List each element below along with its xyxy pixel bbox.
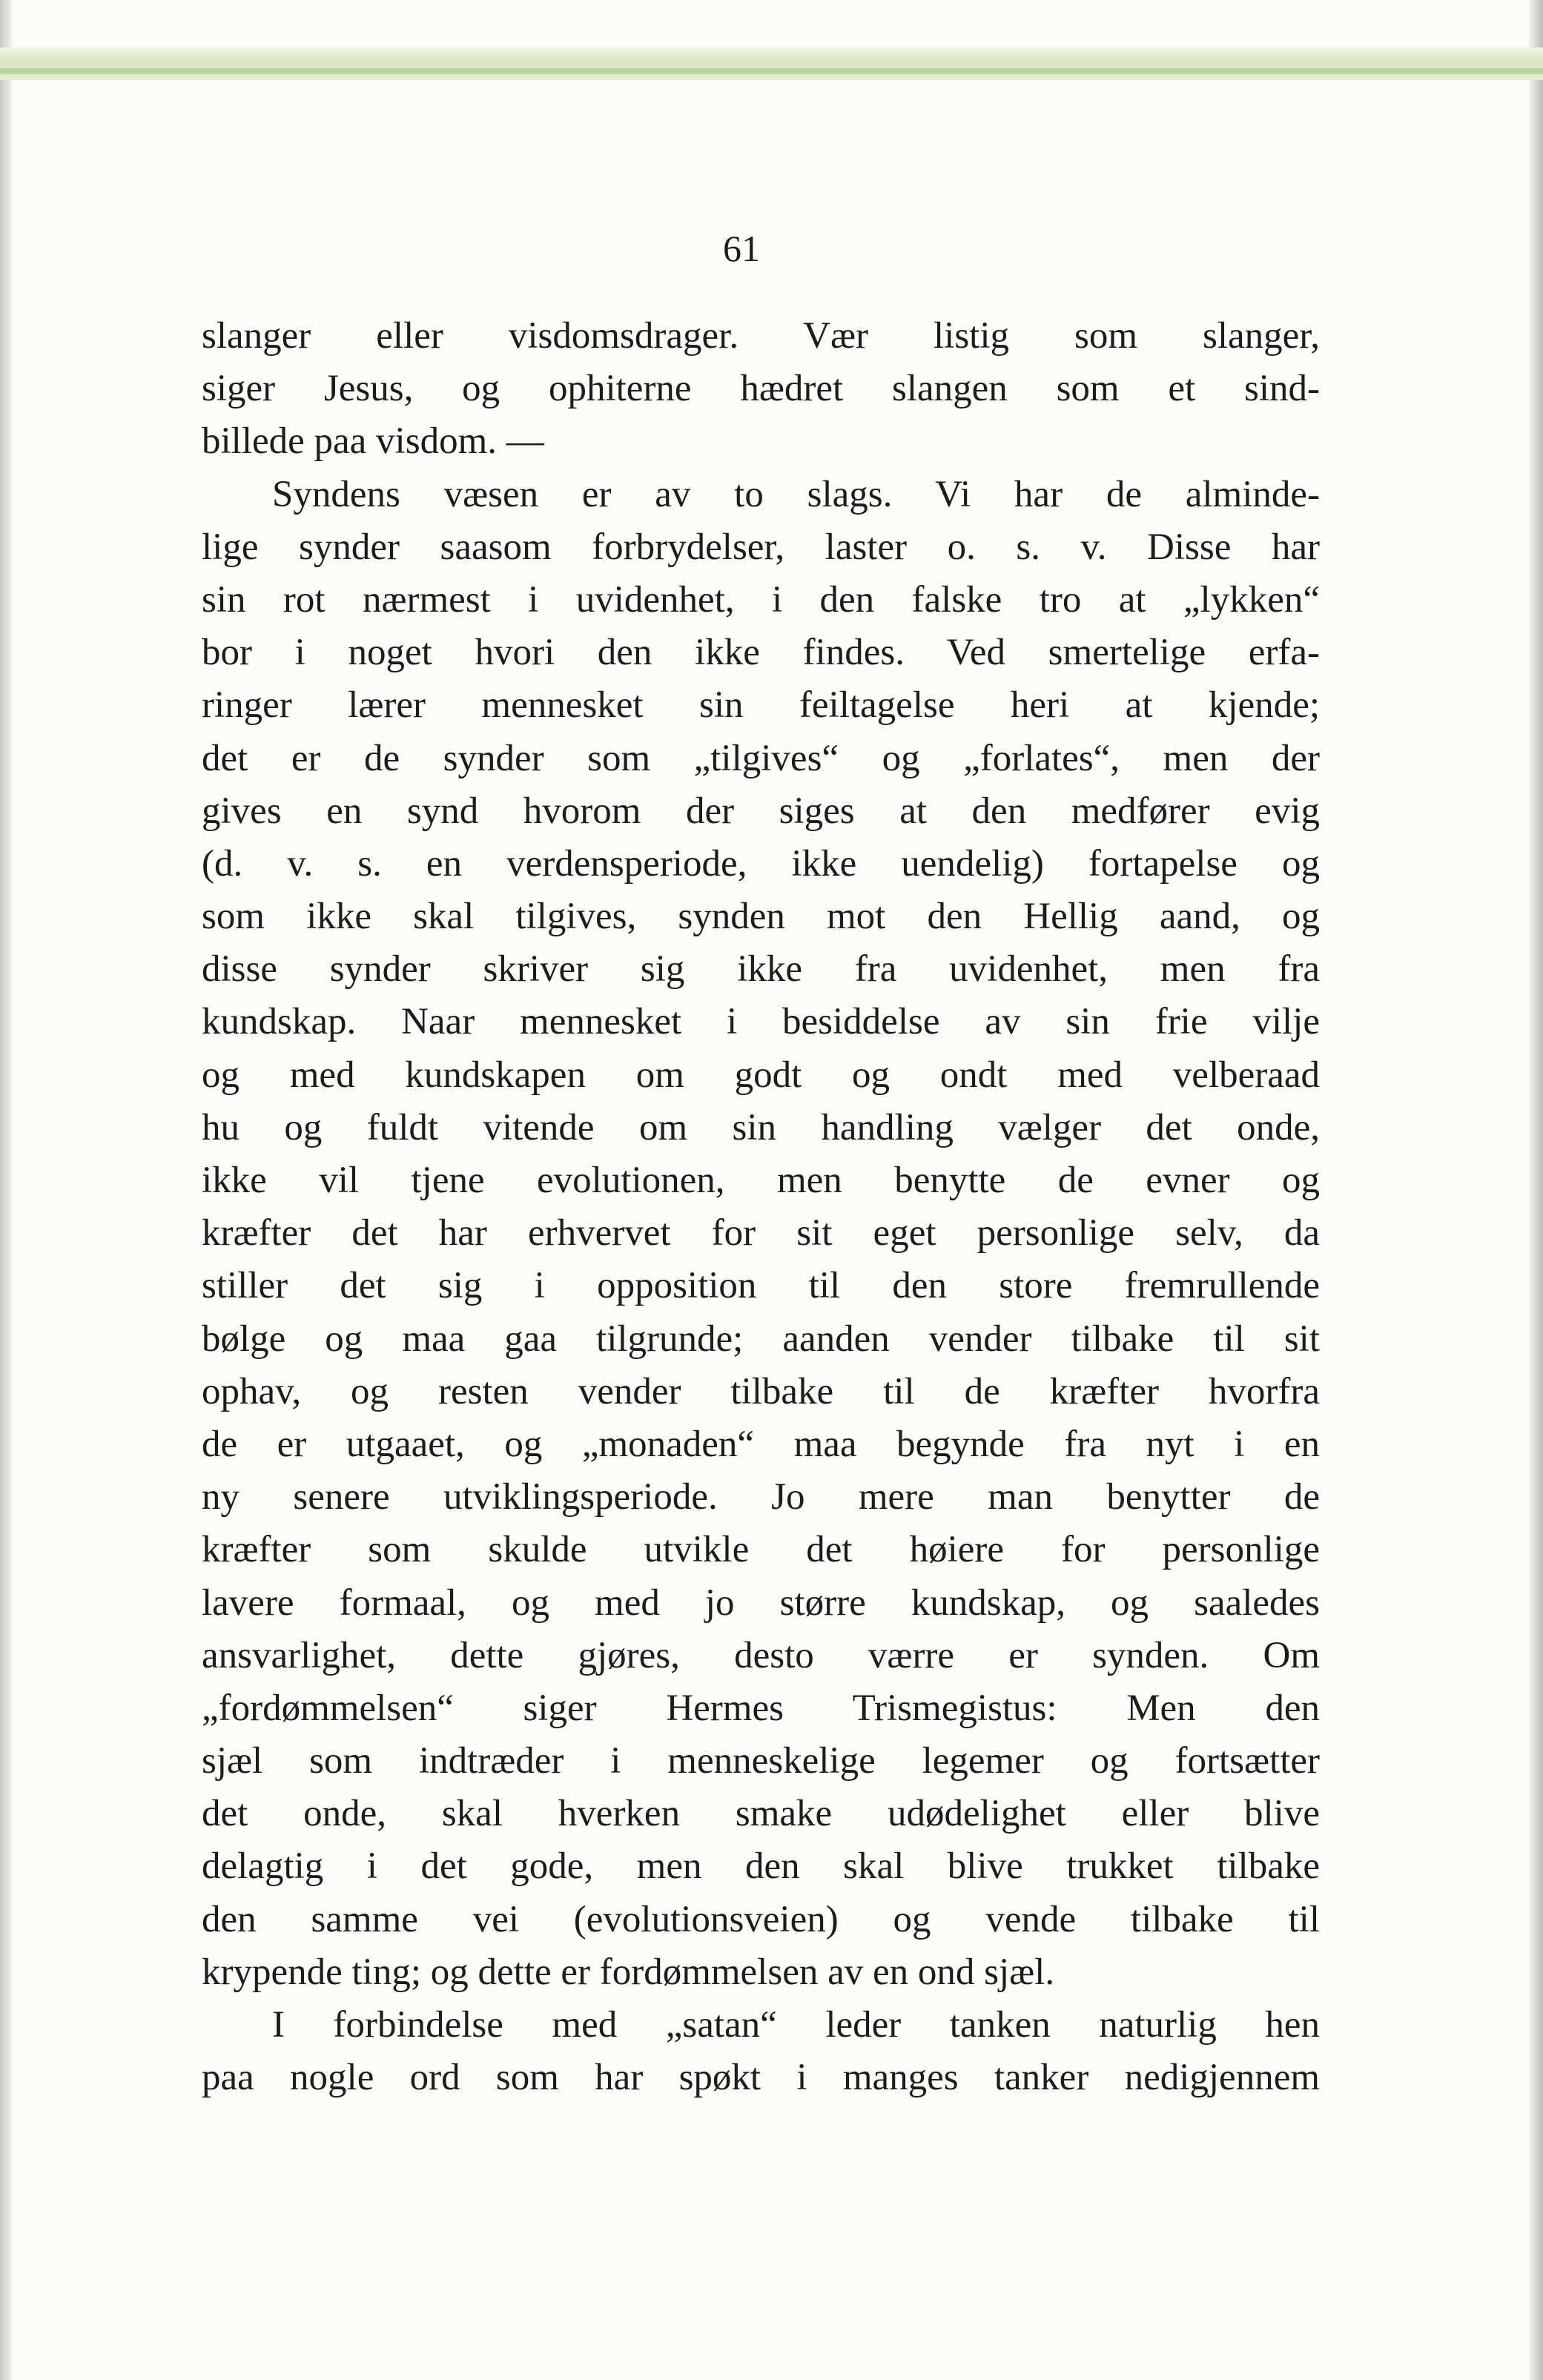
text-line: gives en synd hvorom der siges at den medfører evig [202,790,1320,832]
scan-top-stripe [0,47,1543,80]
text-line: sjæl som indtræder i menneskelige legemer og fortsætter [202,1740,1320,1782]
text-line: disse synder skriver sig ikke fra uvidenhet, men fra [202,948,1320,991]
paragraph-start-line: Syndens væsen er av to slags. Vi har de alminde- [272,473,1320,515]
text-line: ansvarlighet, dette gjøres, desto værre er synden. Om [202,1634,1320,1676]
text-line: krypende ting; og dette er fordømmelsen av en ond sjæl. [202,1951,1055,1993]
page-number: 61 [723,228,760,269]
text-line: kræfter det har erhvervet for sit eget personlige selv, da [202,1212,1320,1255]
text-line: stiller det sig i opposition til den store fremrullende [202,1265,1320,1307]
text-line: det er de synder som „tilgives“ og „forlates“, men der [202,737,1320,779]
text-line: hu og fuldt vitende om sin handling vælger det onde, [202,1106,1320,1148]
text-line: og med kundskapen om godt og ondt med velberaad [202,1054,1320,1096]
text-line: ringer lærer mennesket sin feiltagelse heri at kjende; [202,684,1320,727]
text-line: sin rot nærmest i uvidenhet, i den falske tro at „lykken“ [202,578,1320,621]
text-line: slanger eller visdomsdrager. Vær listig som slanger, [202,315,1320,357]
page-left-edge [0,0,12,2380]
body-text [202,310,1320,2104]
text-line: paa nogle ord som har spøkt i manges tanker nedigjennem [202,2057,1320,2099]
text-line: ny senere utviklingsperiode. Jo mere man benytter de [202,1476,1320,1518]
text-line: bor i noget hvori den ikke findes. Ved smertelige erfa- [202,632,1320,674]
text-line: „fordømmelsen“ siger Hermes Trismegistus: Men den [202,1687,1320,1729]
text-line: lavere formaal, og med jo større kundskap, og saaledes [202,1581,1320,1624]
paragraph-start-line: I forbindelse med „satan“ leder tanken naturlig hen [272,2004,1320,2046]
text-line: de er utgaaet, og „monaden“ maa begynde fra nyt i en [202,1423,1320,1465]
text-line: kræfter som skulde utvikle det høiere for personlige [202,1529,1320,1571]
text-line: den samme vei (evolutionsveien) og vende tilbake til [202,1898,1320,1940]
text-line: lige synder saasom forbrydelser, laster o. s. v. Disse har [202,526,1320,568]
text-line: siger Jesus, og ophiterne hædret slangen som et sind- [202,368,1320,410]
text-line: som ikke skal tilgives, synden mot den Hellig aand, og [202,896,1320,938]
text-line: delagtig i det gode, men den skal blive trukket tilbake [202,1845,1320,1888]
text-line: det onde, skal hverken smake udødelighet eller blive [202,1793,1320,1835]
text-line: (d. v. s. en verdensperiode, ikke uendelig) fortapelse og [202,842,1320,885]
text-line: bølge og maa gaa tilgrunde; aanden vender tilbake til sit [202,1318,1320,1360]
text-line: ophav, og resten vender tilbake til de kræfter hvorfra [202,1370,1320,1412]
text-line: kundskap. Naar mennesket i besiddelse av sin frie vilje [202,1001,1320,1043]
text-line: billede paa visdom. — [202,420,544,463]
page-right-edge [1529,0,1543,2380]
scan-top-line [0,68,1543,74]
text-line: ikke vil tjene evolutionen, men benytte de evner og [202,1160,1320,1201]
